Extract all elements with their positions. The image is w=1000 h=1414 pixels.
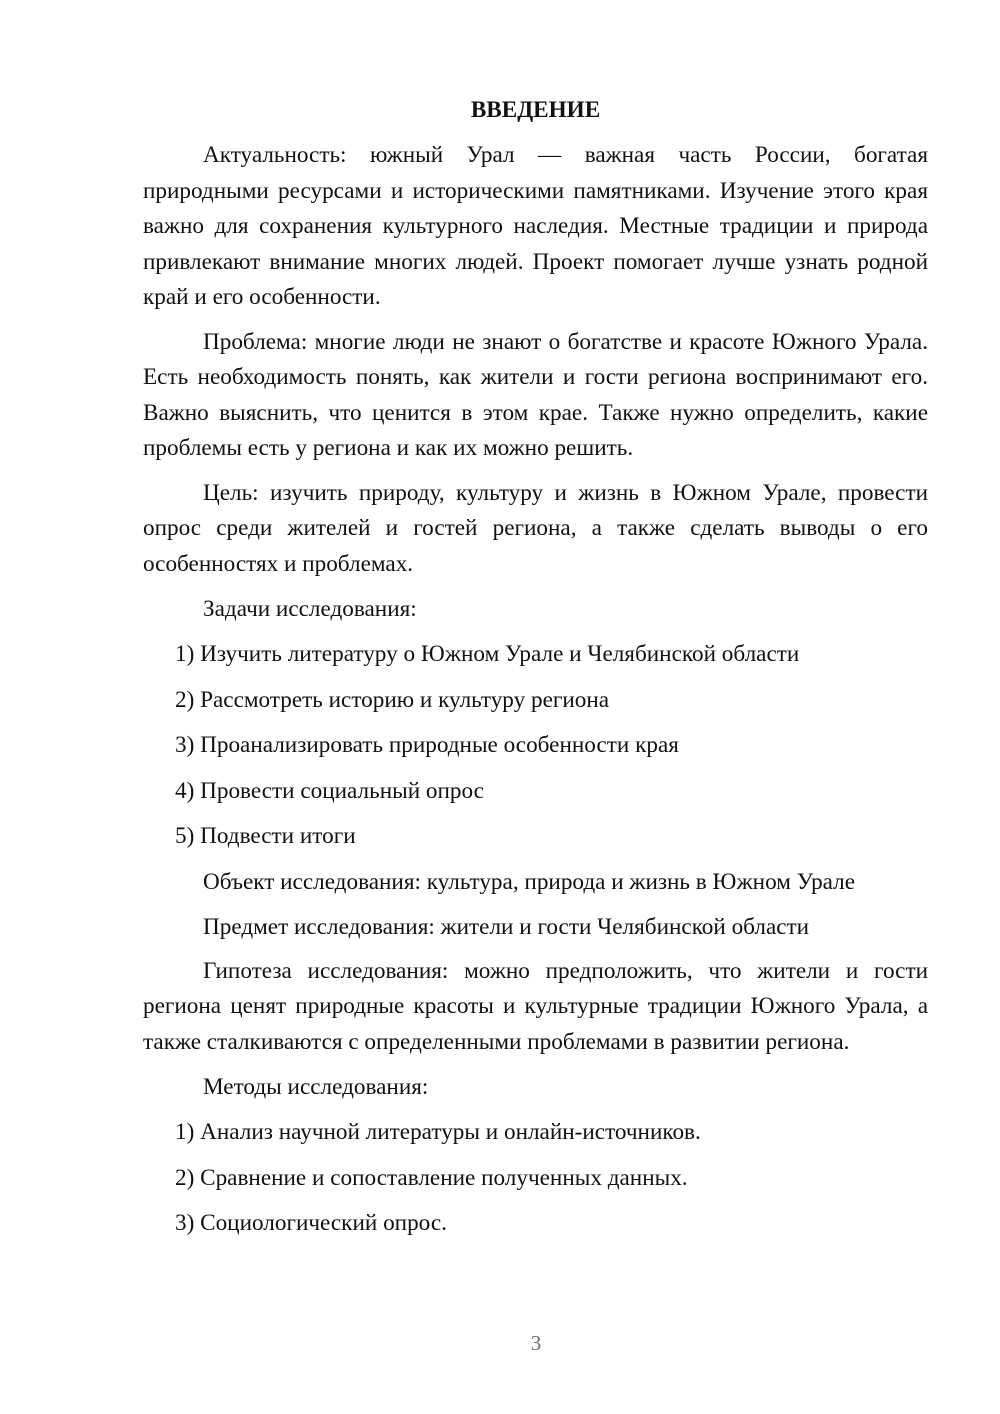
list-item: 5) Подвести итоги <box>175 823 356 849</box>
subject-line: Предмет исследования: жители и гости Челябинской области <box>203 913 810 940</box>
relevance-paragraph: Актуальность: южный Урал — важная часть России, богатая природными ресурсами и историческими памятниками. Изучение этого края важно для сохранения культурного наследия. Местные традиции и природа привлекают внимание многих людей. Проект помогает лучше узнать родной край и его особенности. <box>143 142 928 310</box>
list-item: 2) Сравнение и сопоставление полученных данных. <box>175 1164 688 1191</box>
list-item: 3) Социологический опрос. <box>175 1210 447 1236</box>
hypothesis-paragraph: Гипотеза исследования: можно предположить, что жители и гости региона ценят природные красоты и культурные традиции Южного Урала, а также сталкиваются с определенными проблемами в развитии региона. <box>143 957 928 1055</box>
tasks-list <box>143 636 928 854</box>
tasks-heading: Задачи исследования: <box>203 596 417 622</box>
object-line: Объект исследования: культура, природа и жизнь в Южном Урале <box>203 868 856 895</box>
list-item: 2) Рассмотреть историю и культуру региона <box>175 686 610 713</box>
problem-paragraph: Проблема: многие люди не знают о богатстве и красоте Южного Урала. Есть необходимость понять, как жители и гости региона воспринимают его. Важно выяснить, что ценится в этом крае. Также нужно определить, какие проблемы есть у региона и как их можно решить. <box>143 328 928 461</box>
list-item: 3) Проанализировать природные особенности края <box>175 732 679 758</box>
list-item: 1) Изучить литературу о Южном Урале и Челябинской области <box>175 641 800 667</box>
list-item: 4) Провести социальный опрос <box>175 777 484 804</box>
goal-paragraph: Цель: изучить природу, культуру и жизнь в Южном Урале, провести опрос среди жителей и гостей региона, а также сделать выводы о его особенностях и проблемах. <box>143 479 928 577</box>
page-content <box>143 93 928 1251</box>
methods-list <box>143 1114 928 1241</box>
page-number: 3 <box>530 1331 542 1355</box>
methods-heading: Методы исследования: <box>203 1074 429 1100</box>
list-item: 1) Анализ научной литературы и онлайн-источников. <box>175 1119 701 1145</box>
section-title: ВВЕДЕНИЕ <box>470 97 601 123</box>
